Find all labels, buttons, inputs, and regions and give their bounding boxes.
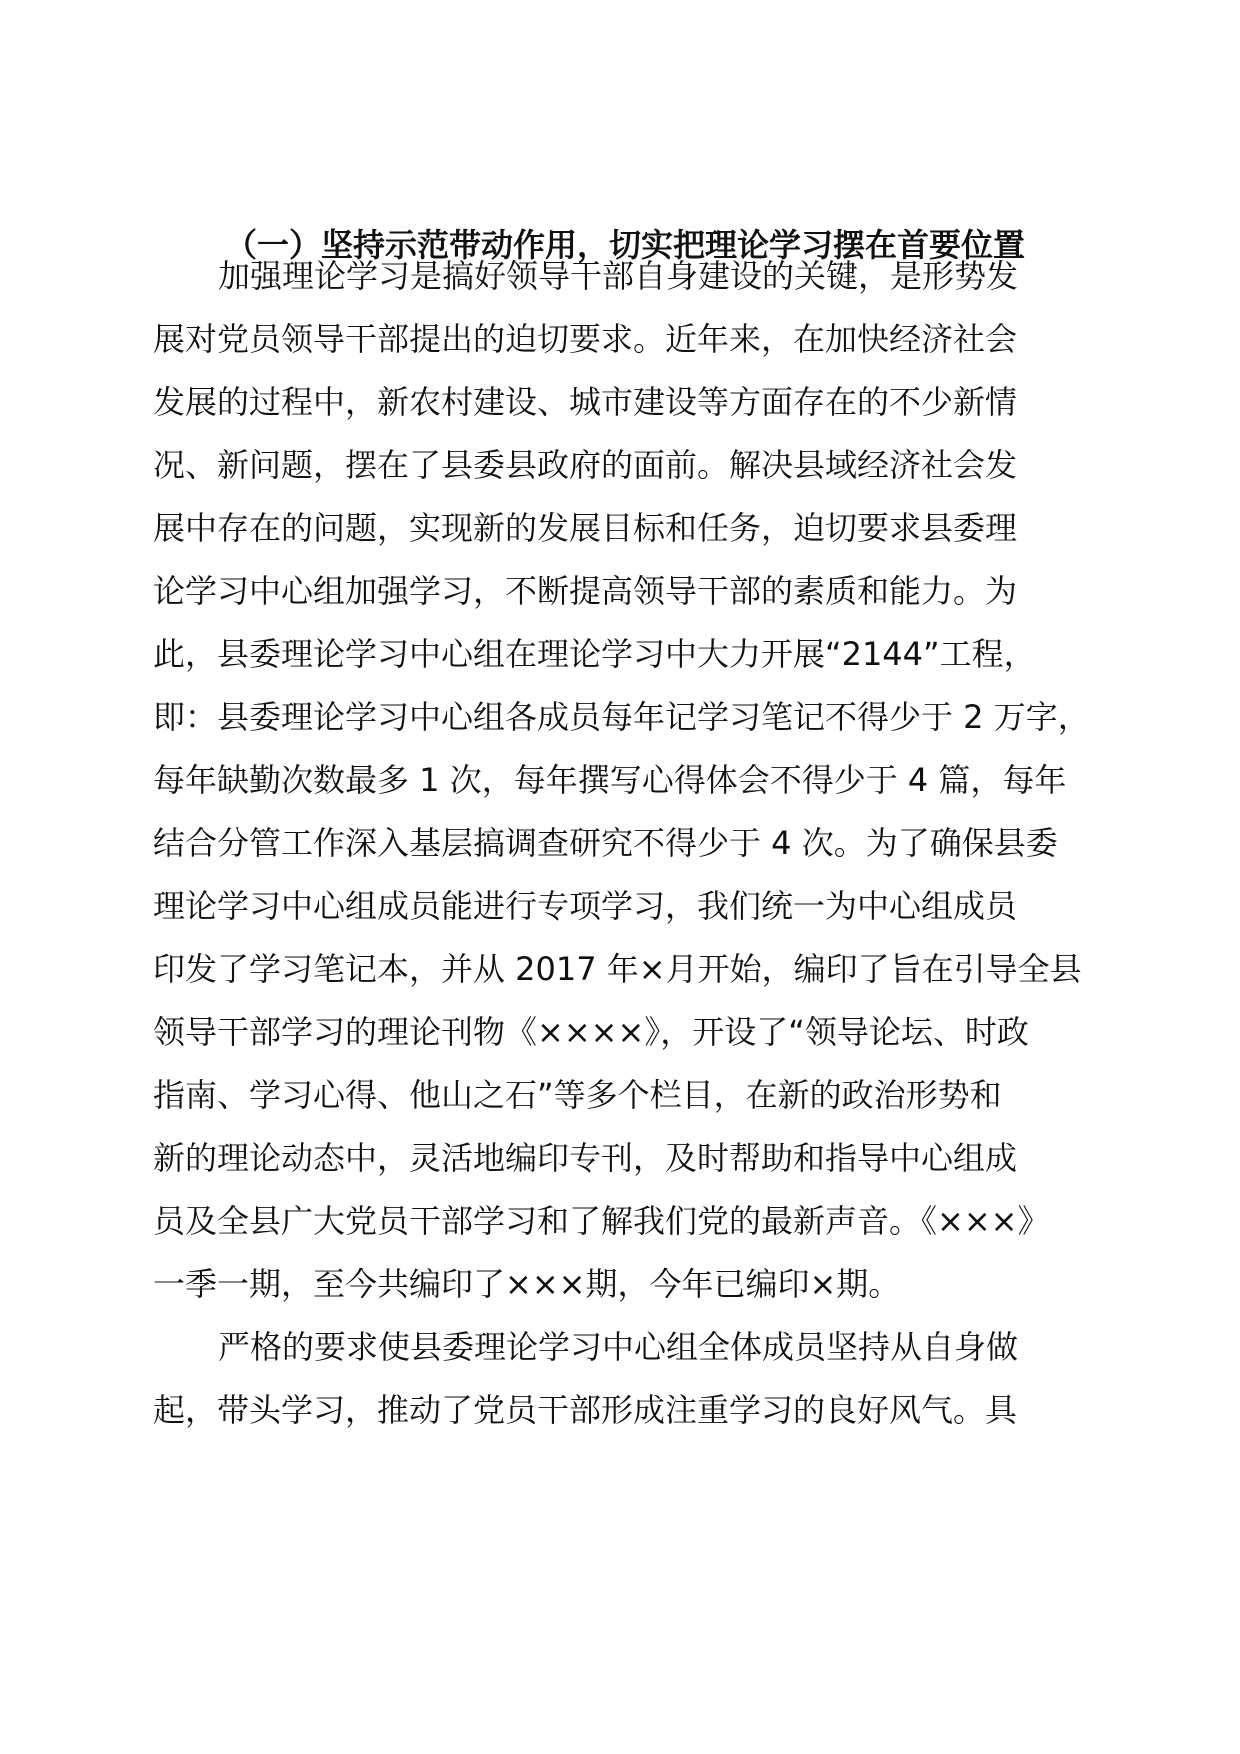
paragraph-line: 发展的过程中，新农村建设、城市建设等方面存在的不少新情 — [153, 383, 1018, 421]
paragraph-line: 员及全县广大党员干部学习和了解我们党的最新声音。《×××》 — [153, 1202, 1050, 1240]
paragraph-line: 展中存在的问题，实现新的发展目标和任务，迫切要求县委理 — [153, 509, 1018, 547]
paragraph-line: 起，带头学习，推动了党员干部形成注重学习的良好风气。具 — [153, 1391, 1018, 1429]
paragraph-line: 结合分管工作深入基层搞调查研究不得少于 4 次。为了确保县委 — [153, 824, 1058, 862]
paragraph-line: 此，县委理论学习中心组在理论学习中大力开展“2144”工程， — [153, 635, 1036, 673]
paragraph-line: 即：县委理论学习中心组各成员每年记学习笔记不得少于 2 万字， — [153, 698, 1090, 736]
paragraph-line: 新的理论动态中，灵活地编印专刊，及时帮助和指导中心组成 — [153, 1139, 1018, 1177]
paragraph-line: 论学习中心组加强学习，不断提高领导干部的素质和能力。为 — [153, 572, 1018, 610]
paragraph-line: 印发了学习笔记本，并从 2017 年×月开始，编印了旨在引导全县 — [153, 950, 1082, 988]
paragraph-line: 领导干部学习的理论刊物《××××》，开设了“领导论坛、时政 — [153, 1013, 1029, 1051]
section-heading: （一）坚持示范带动作用，切实把理论学习摆在首要位置 — [225, 226, 1026, 264]
paragraph-line: 严格的要求使县委理论学习中心组全体成员坚持从自身做 — [218, 1328, 1019, 1366]
paragraph-line: 理论学习中心组成员能进行专项学习，我们统一为中心组成员 — [153, 887, 1018, 925]
paragraph-line: 况、新问题，摆在了县委县政府的面前。解决县域经济社会发 — [153, 446, 1018, 484]
paragraph-line: 展对党员领导干部提出的迫切要求。近年来，在加快经济社会 — [153, 320, 1018, 358]
paragraph-line: 一季一期，至今共编印了×××期，今年已编印×期。 — [153, 1265, 901, 1303]
paragraph-line: 指南、学习心得、他山之石”等多个栏目，在新的政治形势和 — [153, 1076, 1002, 1114]
paragraph-line: 每年缺勤次数最多 1 次，每年撰写心得体会不得少于 4 篇，每年 — [153, 761, 1067, 799]
paragraph-line: 加强理论学习是搞好领导干部自身建设的关键，是形势发 — [218, 257, 1019, 295]
